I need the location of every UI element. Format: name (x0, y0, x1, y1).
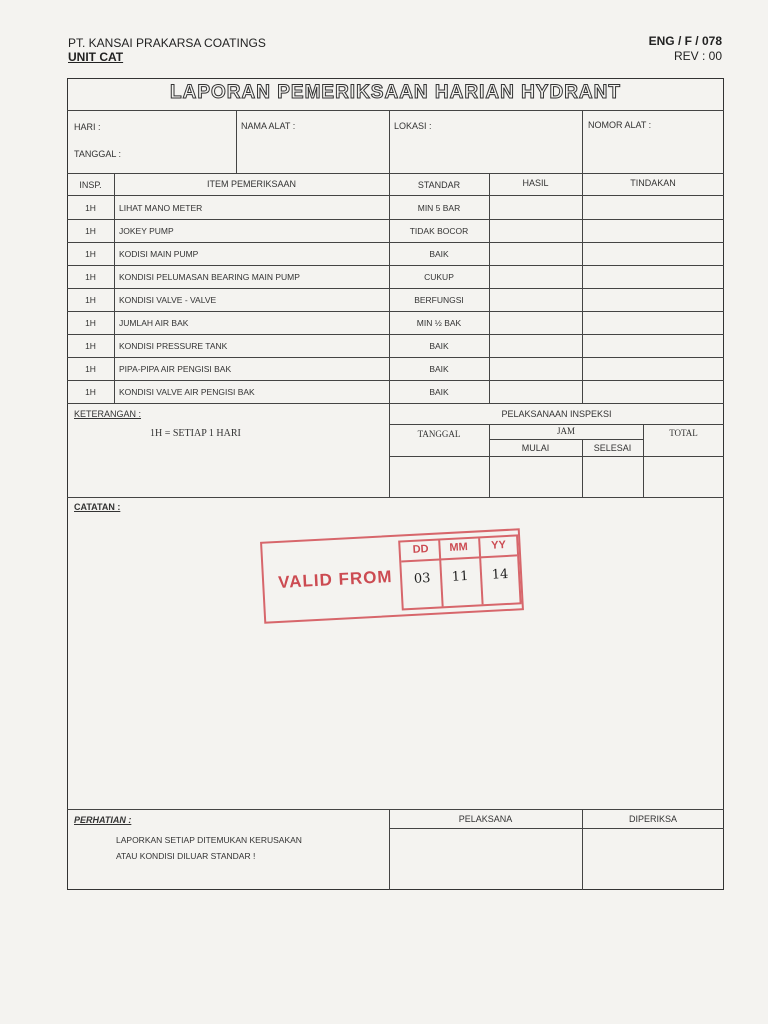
table-row-insp: 1H (85, 272, 96, 282)
divider (67, 219, 724, 220)
keterangan-text: 1H = SETIAP 1 HARI (150, 428, 241, 439)
divider (67, 497, 724, 498)
keterangan-label: KETERANGAN : (74, 409, 142, 419)
divider (582, 110, 583, 173)
lokasi-label: LOKASI : (394, 121, 432, 131)
table-row-standar: BERFUNGSI (414, 295, 464, 305)
table-row-insp: 1H (85, 295, 96, 305)
divider (389, 424, 724, 425)
divider (389, 110, 390, 173)
stamp-dd-value: 03 (413, 571, 431, 587)
table-row-item: KONDISI VALVE AIR PENGISI BAK (119, 387, 255, 397)
stamp-dd-label: DD (412, 543, 429, 556)
divider (67, 334, 724, 335)
col-header-insp: INSP. (79, 180, 102, 190)
stamp-date-box (398, 534, 521, 610)
table-row-standar: MIN ½ BAK (416, 318, 462, 328)
table-row-standar: TIDAK BOCOR (409, 226, 469, 236)
table-row-insp: 1H (85, 249, 96, 259)
table-row-item: LIHAT MANO METER (119, 203, 203, 213)
table-row-item: KODISI MAIN PUMP (119, 249, 199, 259)
tanggal-label: TANGGAL : (74, 149, 122, 159)
table-row-item: KONDISI PRESSURE TANK (119, 341, 228, 351)
stamp-text: VALID FROM (277, 566, 394, 592)
divider (67, 195, 724, 196)
pelaksanaan-selesai: SELESAI (593, 443, 632, 453)
pelaksanaan-total: TOTAL (669, 428, 698, 438)
pelaksanaan-mulai: MULAI (521, 443, 550, 453)
table-row-standar: MIN 5 BAR (417, 203, 461, 213)
table-row-insp: 1H (85, 341, 96, 351)
divider (582, 173, 583, 403)
form-title: LAPORAN PEMERIKSAAN HARIAN HYDRANT (170, 82, 621, 103)
col-header-item: ITEM PEMERIKSAAN (206, 179, 296, 189)
table-row-item: KONDISI PELUMASAN BEARING MAIN PUMP (119, 272, 300, 282)
revision: REV : 00 (673, 49, 722, 63)
diperiksa-label: DIPERIKSA (628, 814, 677, 824)
col-header-hasil: HASIL (522, 178, 549, 188)
pelaksanaan-jam: JAM (556, 426, 575, 436)
divider (67, 242, 724, 243)
form-frame (67, 78, 724, 890)
stamp-yy-value: 14 (491, 566, 509, 583)
divider (67, 288, 724, 289)
perhatian-line-1: LAPORKAN SETIAP DITEMUKAN KERUSAKAN (116, 835, 302, 845)
divider (114, 173, 115, 403)
hari-label: HARI : (74, 122, 101, 132)
table-row-item: PIPA-PIPA AIR PENGISI BAK (119, 364, 232, 374)
stamp-mm-value: 11 (451, 569, 469, 585)
table-row-insp: 1H (85, 387, 96, 397)
table-row-insp: 1H (85, 318, 96, 328)
pelaksanaan-title: PELAKSANAAN INSPEKSI (501, 409, 612, 419)
pelaksanaan-tanggal: TANGGAL (417, 429, 461, 439)
col-header-tindakan: TINDAKAN (630, 178, 676, 188)
divider (389, 828, 724, 829)
col-header-standar: STANDAR (417, 180, 461, 190)
pelaksana-label: PELAKSANA (458, 814, 513, 824)
table-row-item: JUMLAH AIR BAK (119, 318, 189, 328)
table-row-insp: 1H (85, 364, 96, 374)
divider (67, 809, 724, 810)
catatan-label: CATATAN : (74, 502, 121, 512)
table-row-standar: BAIK (429, 249, 449, 259)
company-name: PT. KANSAI PRAKARSA COATINGS (68, 36, 266, 50)
divider (67, 173, 724, 174)
document-code: ENG / F / 078 (648, 34, 722, 48)
valid-from-stamp (260, 528, 524, 623)
table-row-item: JOKEY PUMP (119, 226, 174, 236)
table-row-standar: BAIK (429, 387, 449, 397)
divider (489, 173, 490, 403)
divider (67, 265, 724, 266)
perhatian-line-2: ATAU KONDISI DILUAR STANDAR ! (116, 851, 256, 861)
divider (489, 439, 643, 440)
table-row-standar: CUKUP (424, 272, 454, 282)
stamp-divider (401, 554, 517, 562)
divider (236, 110, 237, 173)
table-row-item: KONDISI VALVE - VALVE (119, 295, 217, 305)
divider (67, 403, 724, 404)
table-row-insp: 1H (85, 203, 96, 213)
divider (389, 456, 724, 457)
divider (389, 173, 390, 497)
stamp-mm-label: MM (449, 541, 469, 554)
stamp-yy-label: YY (490, 539, 507, 552)
divider (67, 311, 724, 312)
divider (67, 357, 724, 358)
table-row-standar: BAIK (429, 341, 449, 351)
divider (67, 110, 724, 111)
nomor-alat-label: NOMOR ALAT : (588, 120, 652, 130)
perhatian-label: PERHATIAN : (74, 815, 132, 825)
divider (67, 380, 724, 381)
nama-alat-label: NAMA ALAT : (241, 121, 296, 131)
table-row-insp: 1H (85, 226, 96, 236)
table-row-standar: BAIK (429, 364, 449, 374)
unit-name: UNIT CAT (68, 50, 124, 64)
